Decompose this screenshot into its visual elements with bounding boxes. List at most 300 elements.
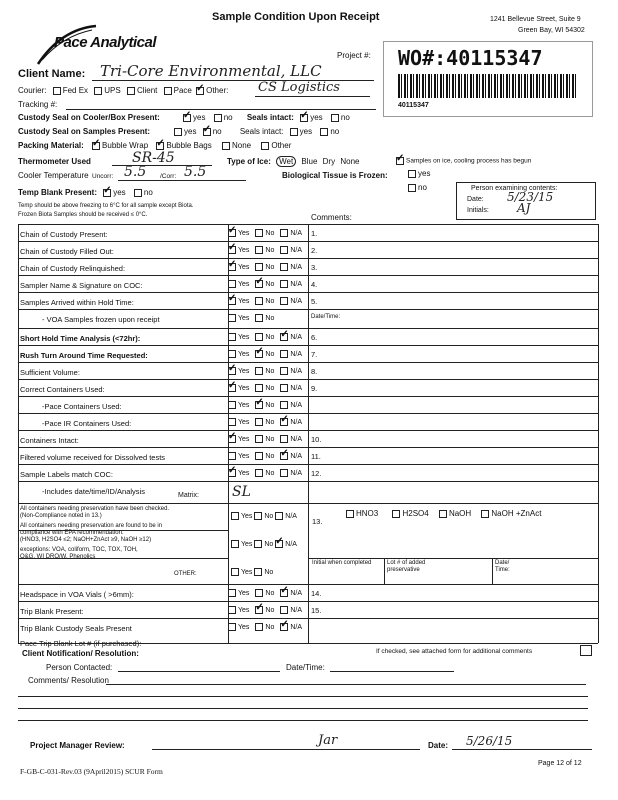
checkbox-na-label: N/A	[290, 367, 303, 375]
courier-client-label: Client	[136, 86, 158, 95]
seal-cooler-yes-label: yes	[193, 113, 206, 122]
checkbox-yes-label: Yes	[238, 314, 250, 322]
address-line1: 1241 Bellevue Street, Suite 9	[490, 16, 581, 23]
checklist-question: Filtered volume received for Dissolved tests	[20, 453, 166, 462]
checkbox-na-label: N/A	[290, 229, 303, 237]
yes-no-na-group	[228, 297, 308, 305]
pres-exceptions-no-label: No	[264, 568, 274, 576]
checkbox-no-label: No	[265, 435, 275, 443]
packing-label: Packing Material:	[18, 141, 84, 150]
preservation-line3: All containers needing preservation are found to be in	[20, 523, 163, 529]
checkbox-no[interactable]	[255, 384, 263, 392]
checkbox-yes-label: Yes	[238, 384, 250, 392]
checkbox-yes[interactable]	[228, 435, 236, 443]
comment-number: 14.	[311, 589, 322, 598]
bio-frozen-no-label: no	[418, 183, 427, 192]
seal-samples-yes-label: yes	[184, 127, 197, 136]
page-number: Page 12 of 12	[538, 760, 582, 767]
checkbox-na-label: N/A	[290, 452, 303, 460]
checkbox-na-label: N/A	[290, 333, 303, 341]
preservation-line4: compliance with EPA recommendation.	[20, 530, 124, 536]
checkbox-no-label: No	[265, 452, 275, 460]
packing-none-label: None	[232, 141, 252, 150]
wo-barcode-text: 40115347	[398, 102, 429, 109]
seals-intact-no-label-1: no	[340, 113, 350, 122]
wo-box	[383, 41, 593, 117]
client-label: Client Name:	[18, 68, 86, 80]
checklist-question: - VOA Samples frozen upon receipt	[42, 315, 160, 324]
pres-compliance-yes-checkbox[interactable]	[231, 540, 239, 548]
seal-cooler-no-label: no	[223, 113, 233, 122]
checkbox-na[interactable]	[280, 589, 288, 597]
checklist-question: Trip Blank Custody Seals Present	[20, 624, 132, 633]
comment-number: 12.	[311, 469, 322, 478]
pres-compliance-na-label: N/A	[285, 540, 297, 548]
form-id: F-GB-C-031-Rev.03 (9April2015) SCUR Form	[20, 767, 163, 776]
checkbox-yes-label: Yes	[238, 418, 250, 426]
ice-wet-option[interactable]: Wet	[276, 156, 296, 167]
checkbox-yes[interactable]	[228, 418, 236, 426]
checkbox-no[interactable]	[255, 350, 263, 358]
checklist-row	[18, 601, 598, 619]
pres-exceptions-yes-label: Yes	[241, 568, 253, 576]
packing-none-checkbox[interactable]	[222, 142, 230, 150]
checkbox-na[interactable]	[280, 384, 288, 392]
yes-no-na-group	[228, 418, 308, 426]
checkbox-no-label: No	[265, 384, 275, 392]
thermometer-label: Thermometer Used	[18, 157, 91, 166]
ice-blue-option[interactable]: Blue	[301, 157, 318, 166]
checkbox-yes-label: Yes	[238, 333, 250, 341]
checkbox-yes[interactable]	[228, 280, 236, 288]
checkbox-no[interactable]	[255, 589, 263, 597]
temp-blank-yes-checkbox[interactable]	[103, 189, 111, 197]
comment-number: 4.	[311, 280, 318, 289]
checkbox-na-label: N/A	[290, 280, 303, 288]
preservation-line2: (Non-Compliance noted in 13.)	[20, 513, 102, 519]
notification-label: Client Notification/ Resolution:	[22, 649, 139, 658]
seal-samples-no-checkbox[interactable]	[203, 128, 211, 136]
comment-number: Date/Time:	[311, 314, 341, 320]
checkbox-yes[interactable]	[228, 469, 236, 477]
hno3-label: HNO3	[356, 509, 379, 518]
pm-date-value[interactable]: 5/26/15	[466, 734, 513, 748]
wo-barcode	[398, 74, 578, 98]
samples-on-ice-label: Samples on ice, cooling process has begun	[406, 157, 532, 165]
checkbox-na[interactable]	[280, 333, 288, 341]
preservation-num: 13.	[312, 517, 323, 526]
checkbox-no[interactable]	[255, 229, 263, 237]
uncorr-label: Uncorr:	[92, 173, 114, 180]
seal-samples-yes-checkbox[interactable]	[174, 128, 182, 136]
checkbox-na-label: N/A	[290, 435, 303, 443]
checkbox-yes-label: Yes	[238, 606, 250, 614]
checkbox-no[interactable]	[255, 263, 263, 271]
bio-frozen-label: Biological Tissue is Frozen:	[282, 171, 388, 180]
yes-no-na-group	[228, 401, 308, 409]
courier-pace-checkbox[interactable]	[164, 87, 172, 95]
examiner-initials-value[interactable]: AJ	[517, 201, 531, 215]
checkbox-yes[interactable]	[228, 229, 236, 237]
checkbox-na[interactable]	[280, 229, 288, 237]
yes-no-na-group	[228, 367, 308, 375]
yes-no-na-group	[228, 333, 308, 341]
courier-other-value[interactable]: CS Logistics	[258, 80, 340, 95]
checkbox-na[interactable]	[280, 246, 288, 254]
checkbox-na-label: N/A	[290, 469, 303, 477]
checkbox-yes-label: Yes	[238, 401, 250, 409]
checkbox-no-label: No	[265, 333, 275, 341]
comment-number: 3.	[311, 263, 318, 272]
temp-note-2: Frozen Biota Samples should be received ≤ 0°C.	[18, 212, 148, 218]
cooler-temp-label: Cooler Temperature	[18, 171, 89, 180]
checkbox-yes-label: Yes	[238, 350, 250, 358]
checkbox-no-label: No	[265, 401, 275, 409]
checklist-question: -Pace IR Containers Used:	[42, 419, 132, 428]
bio-frozen-no-checkbox[interactable]	[408, 184, 416, 192]
seal-cooler-yes-checkbox[interactable]	[183, 114, 191, 122]
checkbox-na-label: N/A	[290, 589, 303, 597]
checkbox-yes[interactable]	[228, 246, 236, 254]
comment-number: 5.	[311, 297, 318, 306]
examiner-date-value[interactable]: 5/23/15	[507, 190, 554, 204]
checkbox-na-label: N/A	[290, 606, 303, 614]
bio-frozen-yes-checkbox[interactable]	[408, 170, 416, 178]
comments-resolution-label: Comments/ Resolution	[28, 676, 109, 685]
tracking-label: Tracking #:	[18, 100, 58, 109]
checkbox-yes[interactable]	[228, 263, 236, 271]
yes-no-na-group	[228, 280, 308, 288]
checkbox-na-label: N/A	[290, 418, 303, 426]
comment-number: 15.	[311, 606, 322, 615]
temp-note-1: Temp should be above freezing to 6°C for all sample except Biota.	[18, 203, 194, 209]
seal-samples-label: Custody Seal on Samples Present:	[18, 127, 151, 136]
packing-other-checkbox[interactable]	[261, 142, 269, 150]
checkbox-no[interactable]	[255, 623, 263, 631]
checklist-question: Headspace in VOA Vials ( >6mm):	[20, 590, 134, 599]
seal-cooler-label: Custody Seal on Cooler/Box Present:	[18, 113, 160, 122]
project-label: Project #:	[337, 51, 371, 60]
packing-bubble-bags-label: Bubble Bags	[166, 141, 212, 150]
checkbox-no-label: No	[265, 418, 275, 426]
courier-ups-checkbox[interactable]	[94, 87, 102, 95]
checkbox-yes-label: Yes	[238, 229, 250, 237]
preservation-line1: All containers needing preservation have been checked.	[20, 506, 170, 512]
checkbox-na-label: N/A	[290, 401, 303, 409]
client-name-value[interactable]: Tri-Core Environmental, LLC	[100, 62, 322, 80]
yes-no-na-group	[228, 606, 308, 614]
courier-fedex-checkbox[interactable]	[53, 87, 61, 95]
matrix-label: Matrix:	[178, 492, 199, 499]
thermometer-value[interactable]: SR-45	[132, 150, 175, 166]
pres-exceptions-no-checkbox[interactable]	[254, 568, 262, 576]
checkbox-no[interactable]	[255, 280, 263, 288]
seals-intact-yes-label-1: yes	[310, 113, 323, 122]
checklist-row	[18, 584, 598, 602]
pace-logo	[34, 20, 184, 68]
pres-exceptions-yes-checkbox[interactable]	[231, 568, 239, 576]
packing-bubble-bags-checkbox[interactable]	[156, 142, 164, 150]
checkbox-na[interactable]	[280, 418, 288, 426]
pres-datetime-label: Date/ Time:	[495, 560, 510, 573]
seals-intact-no-checkbox-2[interactable]	[320, 128, 328, 136]
notification-datetime-label: Date/Time:	[286, 663, 325, 672]
checkbox-na[interactable]	[280, 469, 288, 477]
packing-other-label: Other	[271, 141, 292, 150]
checkbox-na[interactable]	[280, 350, 288, 358]
checkbox-no[interactable]	[255, 314, 263, 322]
checkbox-na-label: N/A	[290, 623, 303, 631]
checkbox-yes-label: Yes	[238, 280, 250, 288]
uncorr-value[interactable]: 5.5	[124, 164, 147, 180]
checkbox-yes[interactable]	[228, 452, 236, 460]
seal-cooler-no-checkbox[interactable]	[214, 114, 222, 122]
courier-label: Courier:	[18, 86, 47, 95]
checkbox-yes[interactable]	[228, 384, 236, 392]
checkbox-no[interactable]	[255, 246, 263, 254]
logo-text: Pace Analytical	[54, 34, 157, 51]
checkbox-no[interactable]	[255, 435, 263, 443]
checkbox-no-label: No	[265, 263, 275, 271]
yes-no-na-group	[228, 263, 308, 271]
yes-no-na-group	[228, 452, 308, 460]
courier-other-checkbox[interactable]	[196, 87, 204, 95]
checklist-question: Correct Containers Used:	[20, 385, 105, 394]
seals-intact-yes-checkbox-1[interactable]	[300, 114, 308, 122]
checklist-question: -Includes date/time/ID/Analysis	[42, 487, 145, 496]
ice-none-option[interactable]: None	[340, 157, 360, 166]
checkbox-yes-label: Yes	[238, 435, 250, 443]
pm-date-label: Date:	[428, 741, 449, 750]
checkbox-na[interactable]	[280, 263, 288, 271]
checkbox-yes-label: Yes	[238, 623, 250, 631]
checkbox-na[interactable]	[280, 606, 288, 614]
checkbox-no-label: No	[265, 623, 275, 631]
checkbox-yes[interactable]	[228, 314, 236, 322]
comment-number: 8.	[311, 367, 318, 376]
checklist-question: Samples Arrived within Hold Time:	[20, 298, 134, 307]
checkbox-no[interactable]	[255, 367, 263, 375]
packing-bubble-wrap-checkbox[interactable]	[92, 142, 100, 150]
yes-no-na-group	[228, 229, 308, 237]
checkbox-yes-label: Yes	[238, 246, 250, 254]
initial-completed-label: Initial when completed	[312, 560, 372, 566]
pres-compliance-no-label: No	[264, 540, 274, 548]
checklist-question: Chain of Custody Present:	[20, 230, 108, 239]
comment-number: 6.	[311, 333, 318, 342]
examiner-initials-label: Initials:	[467, 207, 489, 214]
checkbox-no[interactable]	[255, 333, 263, 341]
checkbox-yes-label: Yes	[238, 367, 250, 375]
checkbox-no[interactable]	[255, 297, 263, 305]
checkbox-na[interactable]	[280, 452, 288, 460]
corr-label: /Corr:	[160, 173, 177, 180]
checkbox-na-label: N/A	[290, 246, 303, 254]
courier-other-label: Other:	[206, 86, 229, 95]
samples-on-ice-checkbox[interactable]	[396, 157, 404, 165]
checklist-question: Rush Turn Around Time Requested:	[20, 351, 148, 360]
temp-blank-no-label: no	[143, 188, 153, 197]
checkbox-no[interactable]	[255, 401, 263, 409]
checklist-question: Containers Intact:	[20, 436, 79, 445]
address-line2: Green Bay, WI 54302	[518, 27, 585, 34]
examiner-label: Person examining contents:	[471, 185, 558, 192]
checklist-question: Sufficient Volume:	[20, 368, 80, 377]
yes-no-na-group	[228, 589, 308, 597]
preservation-text	[20, 506, 225, 561]
yes-no-na-group	[228, 435, 308, 443]
preservation-line5: (HNO3, H2SO4 ≤2; NaOH+ZnAct ≥9, NaOH ≥12)	[20, 537, 152, 543]
checklist-question: Sampler Name & Signature on COC:	[20, 281, 143, 290]
h2so4-checkbox[interactable]	[392, 510, 400, 518]
yes-no-na-group	[228, 246, 308, 254]
checkbox-yes-label: Yes	[238, 452, 250, 460]
checklist-question: Short Hold Time Analysis (<72hr):	[20, 334, 141, 343]
checklist-question: Sample Labels match COC:	[20, 470, 113, 479]
checkbox-na-label: N/A	[290, 384, 303, 392]
checklist-question: -Pace Containers Used:	[42, 402, 122, 411]
checklist-question: Chain of Custody Relinquished:	[20, 264, 126, 273]
courier-row	[18, 86, 228, 95]
preservation-line7: O&G, WI DRO/W, Phenolics	[20, 554, 96, 560]
comment-number: 1.	[311, 229, 318, 238]
checkbox-yes[interactable]	[228, 401, 236, 409]
yes-no-na-group	[228, 469, 308, 477]
notification-attached-checkbox[interactable]	[580, 645, 592, 656]
pres-check-yes-label: Yes	[241, 512, 253, 520]
checkbox-yes[interactable]	[228, 333, 236, 341]
checkbox-no[interactable]	[255, 606, 263, 614]
preservation-other-label: OTHER:	[174, 571, 197, 577]
checkbox-yes[interactable]	[228, 606, 236, 614]
pres-check-no-checkbox[interactable]	[254, 512, 262, 520]
courier-client-checkbox[interactable]	[127, 87, 135, 95]
checkbox-no-label: No	[265, 367, 275, 375]
checkbox-na-label: N/A	[290, 297, 303, 305]
courier-ups-label: UPS	[104, 86, 121, 95]
checkbox-yes-label: Yes	[238, 589, 250, 597]
checklist-question: Pace Trip Blank Lot # (if purchased):	[20, 639, 142, 648]
checkbox-na[interactable]	[280, 435, 288, 443]
wo-number: WO#:40115347	[398, 46, 543, 70]
preservation-line6: exceptions: VOA, coliform, TOC, TOX, TOH,	[20, 547, 138, 553]
yes-no-na-group	[228, 384, 308, 392]
seal-samples-no-label: no	[212, 127, 222, 136]
seals-intact-no-checkbox-1[interactable]	[331, 114, 339, 122]
checkbox-yes-label: Yes	[238, 469, 250, 477]
pres-check-yes-checkbox[interactable]	[231, 512, 239, 520]
checkbox-no-label: No	[265, 589, 275, 597]
checklist-question: Chain of Custody Filled Out:	[20, 247, 114, 256]
seals-intact-yes-checkbox-2[interactable]	[290, 128, 298, 136]
checkbox-yes[interactable]	[228, 350, 236, 358]
form-title: Sample Condition Upon Receipt	[212, 11, 380, 23]
naoh-label: NaOH	[448, 509, 472, 518]
temp-blank-yes-label: yes	[113, 188, 126, 197]
checkbox-yes[interactable]	[228, 367, 236, 375]
checkbox-yes-label: Yes	[238, 297, 250, 305]
checkbox-na-label: N/A	[290, 263, 303, 271]
h2so4-label: H2SO4	[402, 509, 429, 518]
seals-intact-yes-label-2: yes	[299, 127, 313, 136]
comment-number: 9.	[311, 384, 318, 393]
checkbox-yes[interactable]	[228, 297, 236, 305]
seals-intact-no-label-2: no	[330, 127, 340, 136]
checkbox-no-label: No	[265, 280, 275, 288]
checkbox-na[interactable]	[280, 401, 288, 409]
checkbox-na[interactable]	[280, 367, 288, 375]
checkbox-na[interactable]	[280, 623, 288, 631]
seals-intact-label-2: Seals intact:	[239, 127, 284, 136]
corr-value[interactable]: 5.5	[184, 164, 207, 180]
checkbox-na[interactable]	[280, 280, 288, 288]
comment-number: 10.	[311, 435, 322, 444]
checkbox-no-label: No	[265, 469, 275, 477]
yes-no-na-group	[228, 350, 308, 358]
bio-frozen-yes-label: yes	[418, 169, 431, 178]
naoh-znact-label: NaOH +ZnAct	[491, 509, 542, 518]
examiner-box	[456, 182, 596, 220]
comment-number: 7.	[311, 350, 318, 359]
yes-no-na-group	[228, 314, 280, 322]
checkbox-no-label: No	[265, 606, 275, 614]
comments-label: Comments:	[311, 213, 352, 222]
examiner-date-label: Date:	[467, 196, 484, 203]
comment-number: 2.	[311, 246, 318, 255]
ice-dry-option[interactable]: Dry	[322, 157, 336, 166]
checkbox-yes-label: Yes	[238, 263, 250, 271]
checkbox-no-label: No	[265, 314, 275, 322]
pres-check-no-label: No	[264, 512, 274, 520]
temp-blank-no-checkbox[interactable]	[134, 189, 142, 197]
pm-review-label: Project Manager Review:	[30, 741, 125, 750]
checkbox-na[interactable]	[280, 297, 288, 305]
checkbox-no-label: No	[265, 246, 275, 254]
checkbox-no[interactable]	[255, 418, 263, 426]
matrix-value[interactable]: SL	[232, 484, 251, 500]
checklist-question: Trip Blank Present:	[20, 607, 84, 616]
ice-label: Type of Ice:	[227, 157, 271, 166]
naoh-checkbox[interactable]	[439, 510, 447, 518]
packing-bubble-wrap-label: Bubble Wrap	[102, 141, 149, 150]
pres-compliance-yes-label: Yes	[241, 540, 253, 548]
checkbox-no-label: No	[265, 229, 275, 237]
seals-intact-label-1: Seals intact:	[246, 113, 294, 122]
temp-blank-label: Temp Blank Present:	[18, 188, 97, 197]
pres-check-na-checkbox[interactable]	[275, 512, 283, 520]
checkbox-na-label: N/A	[290, 350, 303, 358]
notification-checked-note: If checked, see attached form for additional comments	[376, 648, 533, 655]
courier-pace-label: Pace	[173, 86, 192, 95]
yes-no-na-group	[228, 623, 308, 631]
checkbox-no-label: No	[265, 350, 275, 358]
person-contacted-label: Person Contacted:	[46, 663, 113, 672]
naoh-znact-checkbox[interactable]	[481, 510, 489, 518]
checkbox-no[interactable]	[255, 469, 263, 477]
courier-fedex-label: Fed Ex	[62, 86, 89, 95]
hno3-checkbox[interactable]	[346, 510, 354, 518]
comment-number: 11.	[311, 452, 321, 461]
lot-preservative-label: Lot # of added preservative	[387, 560, 426, 573]
pres-compliance-na-checkbox[interactable]	[275, 540, 283, 548]
pm-signature[interactable]: Jar	[318, 733, 338, 748]
checkbox-yes[interactable]	[228, 589, 236, 597]
checkbox-no-label: No	[265, 297, 275, 305]
pres-check-na-label: N/A	[285, 512, 297, 520]
pres-compliance-no-checkbox[interactable]	[254, 540, 262, 548]
checkbox-yes[interactable]	[228, 623, 236, 631]
checkbox-no[interactable]	[255, 452, 263, 460]
